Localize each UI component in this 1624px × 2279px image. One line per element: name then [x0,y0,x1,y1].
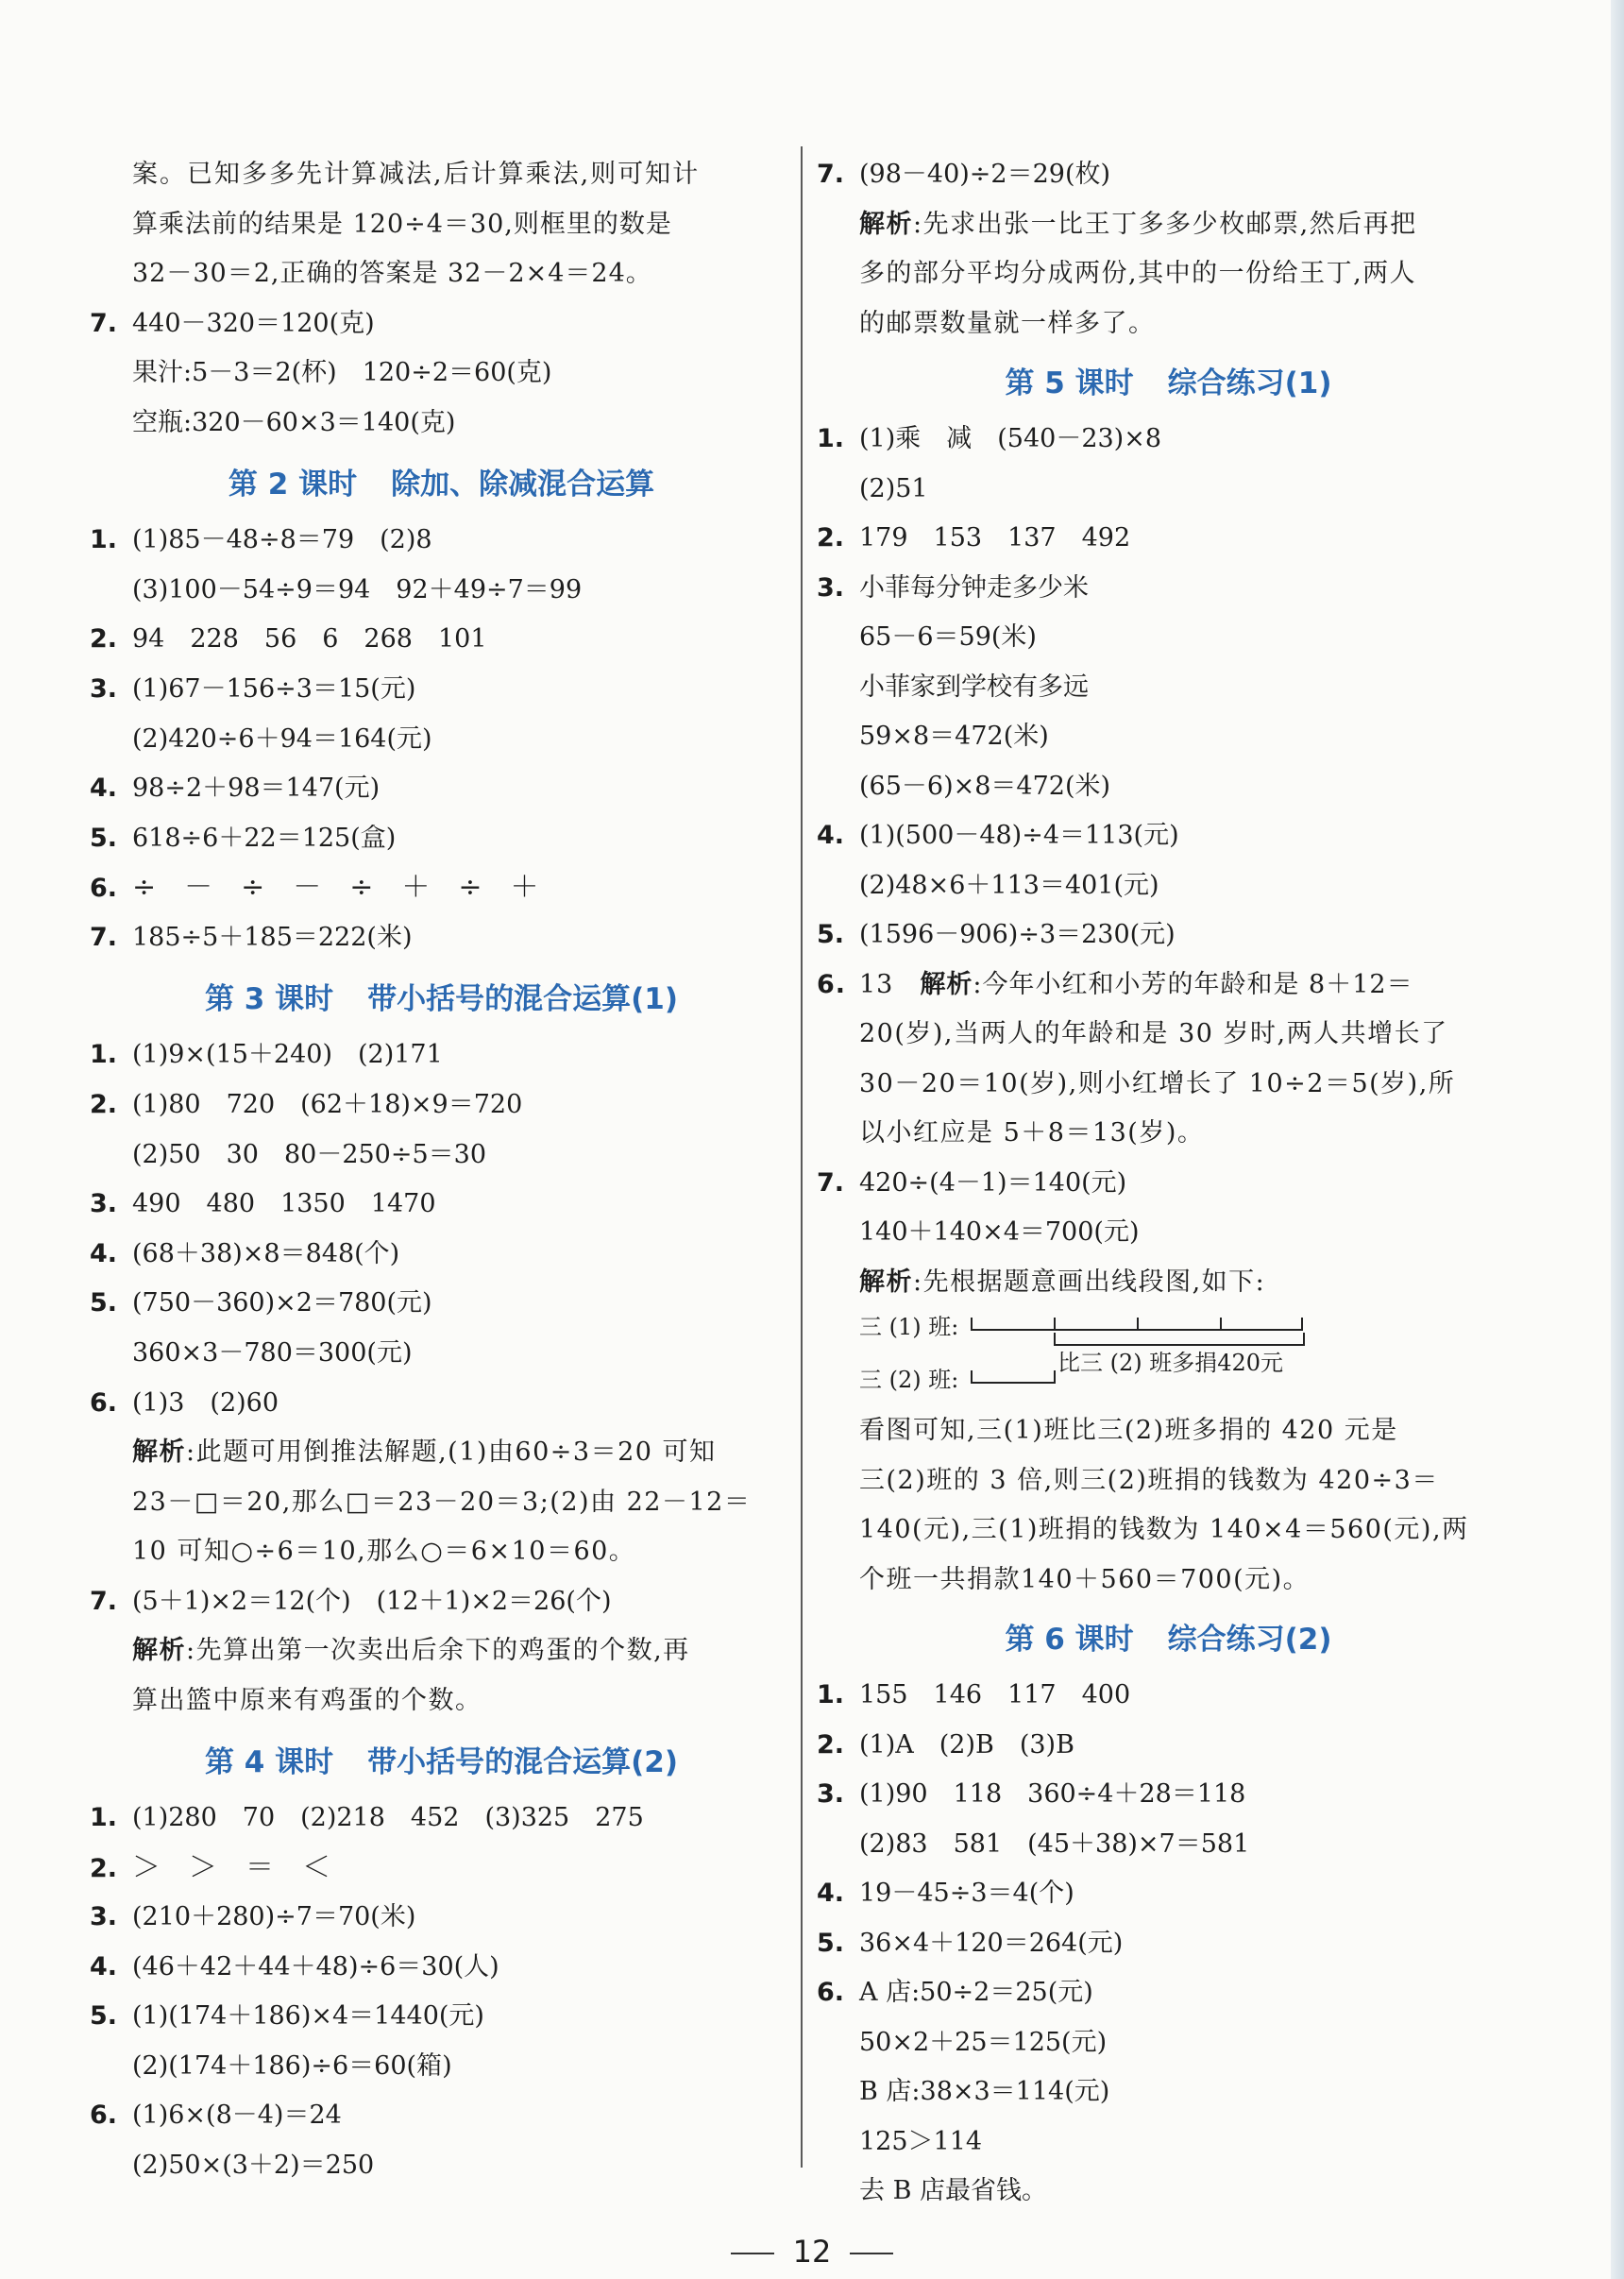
class2-label: 三 (2) 班: [859,1367,959,1393]
analysis-label: 解析 [920,970,973,999]
segment-tick [1054,1318,1056,1331]
answer-line: 1. (1)乘 减 (540－23)×8 [817,424,1162,453]
analysis-line: 解析:先根据题意画出线段图,如下: [859,1267,1266,1297]
analysis-line: 解析:此题可用倒推法解题,(1)由60÷3＝20 可知 [132,1437,717,1467]
page-dash-right [850,2253,893,2254]
analysis-line: 20(岁),当两人的年龄和是 30 岁时,两人共增长了 [859,1019,1448,1048]
intro-line: 案。已知多多先计算减法,后计算乘法,则可知计 [132,160,701,189]
answer-line: (2)50×(3＋2)＝250 [132,2151,375,2180]
answer-line: 果汁:5－3＝2(杯) 120÷2＝60(克) [132,358,552,387]
answer-line: 6. (1)3 (2)60 [90,1388,279,1418]
analysis-label: 解析 [859,1267,913,1297]
analysis-line: 140(元),三(1)班捐的钱数为 140×4＝560(元),两 [859,1515,1469,1544]
answer-line: 6. A 店:50÷2＝25(元) [817,1978,1093,2007]
answer-line: 360×3－780＝300(元) [132,1338,413,1368]
answer-line: 125＞114 [859,2127,983,2156]
answer-line: 7. 420÷(4－1)＝140(元) [817,1168,1127,1198]
answer-line: 4. (46＋42＋44＋48)÷6＝30(人) [90,1952,499,1981]
analysis-line: 多的部分平均分成两份,其中的一份给王丁,两人 [859,259,1417,288]
analysis-line: 算出篮中原来有鸡蛋的个数。 [132,1686,482,1715]
analysis-label: 解析 [859,210,913,239]
answer-line: 3. 490 480 1350 1470 [90,1189,436,1218]
answer-line: 4. (1)(500－48)÷4＝113(元) [817,821,1179,850]
page-edge [1611,0,1624,2279]
analysis-label: 解析 [132,1636,186,1665]
class1-label: 三 (1) 班: [859,1314,959,1340]
answer-line: 3. (1)67－156÷3＝15(元) [90,674,416,704]
section-heading-4: 第 4 课时 带小括号的混合运算(2) [204,1745,679,1779]
answer-line: 3. (1)90 118 360÷4＋28＝118 [817,1779,1246,1809]
answer-line: (3)100－54÷9＝94 92＋49÷7＝99 [132,575,583,604]
answer-line: 7. 185÷5＋185＝222(米) [90,923,413,952]
answer-line: 140＋140×4＝700(元) [859,1217,1140,1247]
analysis-line: 个班一共捐款140＋560＝700(元)。 [859,1565,1311,1594]
segment-tick [1301,1318,1303,1331]
difference-label: 比三 (2) 班多捐420元 [1057,1350,1284,1376]
segment-tick [1137,1318,1139,1331]
answer-line: 50×2＋25＝125(元) [859,2028,1108,2057]
class2-segment [971,1382,1056,1384]
answer-line: 1. (1)9×(15＋240) (2)171 [90,1040,443,1069]
answer-line: 4. 98÷2＋98＝147(元) [90,774,381,803]
answer-line: 1. 155 146 117 400 [817,1680,1131,1709]
answer-line: (2)51 [859,474,928,503]
answer-line: 59×8＝472(米) [859,722,1049,751]
answer-line: 3. 小菲每分钟走多少米 [817,573,1089,603]
analysis-line: 三(2)班的 3 倍,则三(2)班捐的钱数为 420÷3＝ [859,1466,1439,1495]
analysis-line: 解析:先算出第一次卖出后余下的鸡蛋的个数,再 [132,1636,690,1665]
answer-line: (2)50 30 80－250÷5＝30 [132,1140,487,1169]
answer-line: 1. (1)280 70 (2)218 452 (3)325 275 [90,1803,644,1832]
analysis-line: 的邮票数量就一样多了。 [859,309,1156,338]
answer-line: B 店:38×3＝114(元) [859,2077,1110,2106]
answer-line: (2)(174＋186)÷6＝60(箱) [132,2051,452,2081]
analysis-line: 30－20＝10(岁),则小红增长了 10÷2＝5(岁),所 [859,1069,1456,1098]
answer-line: 7. (98－40)÷2＝29(枚) [817,160,1111,189]
answer-line: 6. (1)6×(8－4)＝24 [90,2100,342,2130]
answer-line: 去 B 店最省钱。 [859,2176,1048,2205]
answer-line: 空瓶:320－60×3＝140(克) [132,408,456,437]
answer-line: 7. 440－320＝120(克) [90,305,375,343]
analysis-label: 解析 [132,1437,186,1467]
answer-line: (65－6)×8＝472(米) [859,772,1111,801]
answer-line: 6. ÷ － ÷ － ÷ ＋ ÷ ＋ [90,871,539,904]
answer-line: 3. (210＋280)÷7＝70(米) [90,1902,416,1931]
section-heading-5: 第 5 课时 综合练习(1) [1005,366,1332,400]
line-segment-diagram [859,1306,1350,1410]
answer-line: (2)420÷6＋94＝164(元) [132,724,432,754]
answer-line: 2. 179 153 137 492 [817,523,1131,553]
question-number: 7. [90,309,118,338]
answer-line: 5. (1)(174＋186)×4＝1440(元) [90,2001,484,2031]
page-dash-left [731,2253,774,2254]
analysis-line: 23－□＝20,那么□＝23－20＝3;(2)由 22－12＝ [132,1488,752,1517]
analysis-line: 10 可知○÷6＝10,那么○＝6×10＝60。 [132,1537,636,1566]
section-heading-6: 第 6 课时 综合练习(2) [1005,1623,1332,1657]
segment-tick [971,1318,973,1331]
answer-line: 65－6＝59(米) [859,622,1037,652]
page-number: 12 [0,2234,1624,2270]
answer-line: 7. (5＋1)×2＝12(个) (12＋1)×2＝26(个) [90,1587,612,1616]
answer-line: 6. 13 解析:今年小红和小芳的年龄和是 8＋12＝ [817,970,1413,999]
answer-line: (2)48×6＋113＝401(元) [859,871,1159,900]
answer-line: 1. (1)85－48÷8＝79 (2)8 [90,525,432,554]
segment-tick [971,1370,973,1384]
analysis-line: 看图可知,三(1)班比三(2)班多捐的 420 元是 [859,1416,1398,1445]
answer-line: 2. 94 228 56 6 268 101 [90,624,487,654]
answer-line: 5. (1596－906)÷3＝230(元) [817,920,1176,949]
answer-line: (2)83 581 (45＋38)×7＝581 [859,1829,1250,1859]
segment-tick [1054,1370,1056,1384]
column-divider [801,146,803,2168]
analysis-line: 以小红应是 5＋8＝13(岁)。 [859,1118,1205,1148]
intro-line: 32－30＝2,正确的答案是 32－2×4＝24。 [132,259,652,288]
answer-line: 5. (750－360)×2＝780(元) [90,1288,432,1318]
answer-line: 2. (1)A (2)B (3)B [817,1730,1074,1760]
section-heading-2: 第 2 课时 除加、除减混合运算 [228,468,655,502]
answer-line: 5. 618÷6＋22＝125(盒) [90,824,397,853]
segment-tick [1220,1318,1222,1331]
analysis-line: 解析:先求出张一比王丁多多少枚邮票,然后再把 [859,210,1417,239]
answer-line: 5. 36×4＋120＝264(元) [817,1929,1124,1958]
answer-line: 小菲家到学校有多远 [859,672,1089,702]
intro-line: 算乘法前的结果是 120÷4＝30,则框里的数是 [132,210,672,239]
section-heading-3: 第 3 课时 带小括号的混合运算(1) [204,982,679,1016]
answer-line: 2. ＞ ＞ ＝ ＜ [90,1851,330,1884]
answer-line: 4. 19－45÷3＝4(个) [817,1879,1074,1908]
answer-line: 4. (68＋38)×8＝848(个) [90,1239,400,1268]
answer-line: 2. (1)80 720 (62＋18)×9＝720 [90,1090,523,1119]
